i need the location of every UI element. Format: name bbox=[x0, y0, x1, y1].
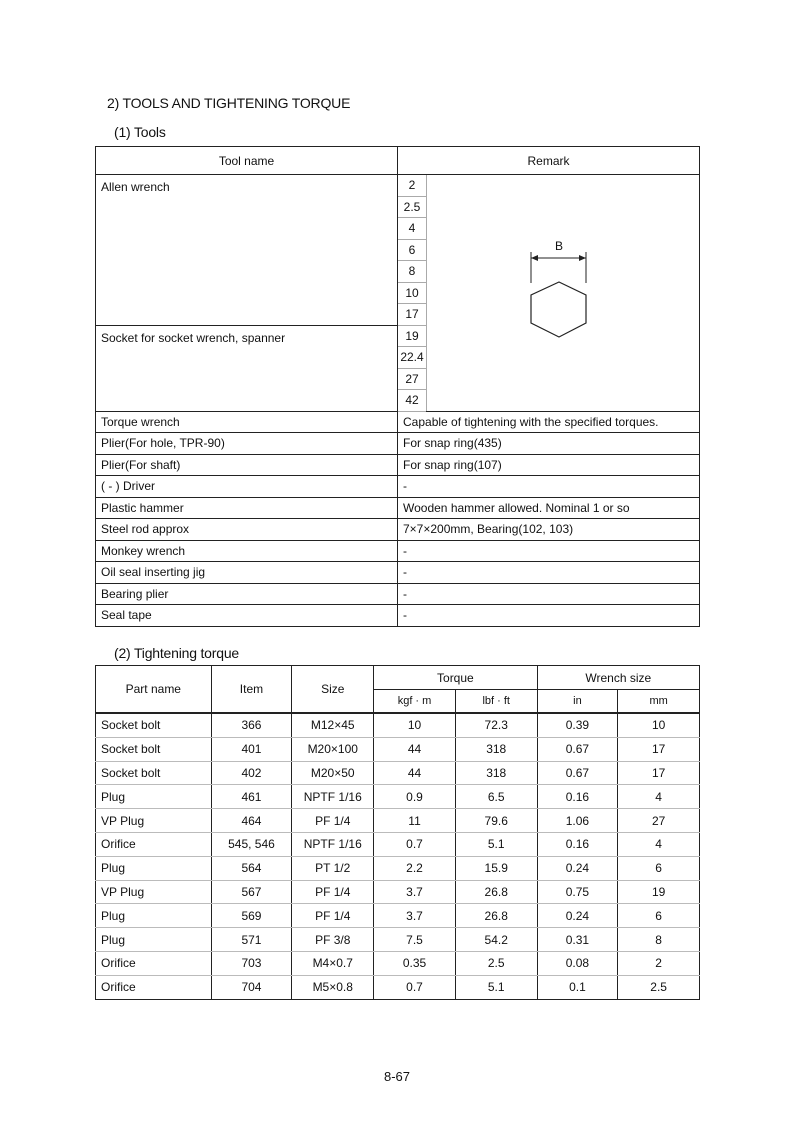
cell-torque-kgf: 7.5 bbox=[374, 928, 456, 952]
cell-item-number: 704 bbox=[211, 975, 292, 999]
tool-size-value: 10 bbox=[398, 282, 427, 304]
torque-row bbox=[96, 856, 700, 880]
cell-wrench-mm: 8 bbox=[618, 928, 700, 952]
cell-part-name: Orifice bbox=[96, 951, 212, 975]
cell-wrench-mm: 2.5 bbox=[618, 975, 700, 999]
cell-torque-lbf: 79.6 bbox=[455, 809, 537, 833]
cell-wrench-mm: 4 bbox=[618, 832, 700, 856]
tool-name: ( - ) Driver bbox=[96, 476, 398, 498]
cell-torque-lbf: 318 bbox=[455, 737, 537, 761]
cell-wrench-mm: 4 bbox=[618, 785, 700, 809]
cell-wrench-mm: 2 bbox=[618, 951, 700, 975]
cell-torque-lbf: 72.3 bbox=[455, 713, 537, 737]
cell-wrench-in: 0.08 bbox=[537, 951, 618, 975]
cell-wrench-in: 0.24 bbox=[537, 856, 618, 880]
cell-part-name: Orifice bbox=[96, 832, 212, 856]
cell-torque-lbf: 15.9 bbox=[455, 856, 537, 880]
torque-row bbox=[96, 713, 700, 737]
cell-wrench-in: 0.31 bbox=[537, 928, 618, 952]
hexagon-dimension-figure bbox=[432, 178, 687, 404]
tool-name: Steel rod approx bbox=[96, 519, 398, 541]
tool-row bbox=[96, 540, 700, 562]
cell-torque-lbf: 26.8 bbox=[455, 880, 537, 904]
header-size: Size bbox=[292, 666, 374, 714]
tool-size-value: 42 bbox=[398, 390, 427, 412]
cell-item-number: 703 bbox=[211, 951, 292, 975]
tool-name: Bearing plier bbox=[96, 583, 398, 605]
tool-remark: - bbox=[398, 540, 700, 562]
cell-wrench-in: 0.1 bbox=[537, 975, 618, 999]
torque-row bbox=[96, 832, 700, 856]
cell-wrench-mm: 27 bbox=[618, 809, 700, 833]
cell-item-number: 402 bbox=[211, 761, 292, 785]
cell-wrench-in: 0.67 bbox=[537, 737, 618, 761]
tool-row bbox=[96, 411, 700, 433]
cell-torque-lbf: 318 bbox=[455, 761, 537, 785]
cell-part-name: VP Plug bbox=[96, 880, 212, 904]
cell-wrench-in: 0.16 bbox=[537, 832, 618, 856]
cell-torque-kgf: 44 bbox=[374, 737, 456, 761]
tool-row bbox=[96, 583, 700, 605]
tool-row bbox=[96, 454, 700, 476]
hexagon-figure-cell bbox=[427, 175, 700, 412]
cell-torque-lbf: 2.5 bbox=[455, 951, 537, 975]
cell-torque-kgf: 0.35 bbox=[374, 951, 456, 975]
tool-row bbox=[96, 497, 700, 519]
tool-size-value: 27 bbox=[398, 368, 427, 390]
tool-size-value: 8 bbox=[398, 261, 427, 283]
torque-row bbox=[96, 951, 700, 975]
cell-part-name: Socket bolt bbox=[96, 713, 212, 737]
tool-remark: - bbox=[398, 583, 700, 605]
header-lbf: lbf · ft bbox=[455, 690, 537, 714]
cell-torque-kgf: 0.9 bbox=[374, 785, 456, 809]
cell-size: PF 1/4 bbox=[292, 904, 374, 928]
cell-part-name: Plug bbox=[96, 904, 212, 928]
cell-torque-kgf: 0.7 bbox=[374, 832, 456, 856]
cell-torque-kgf: 44 bbox=[374, 761, 456, 785]
torque-row bbox=[96, 928, 700, 952]
cell-part-name: Orifice bbox=[96, 975, 212, 999]
cell-wrench-mm: 17 bbox=[618, 737, 700, 761]
tool-size-value: 22.4 bbox=[398, 347, 427, 369]
cell-size: M5×0.8 bbox=[292, 975, 374, 999]
tool-name: Seal tape bbox=[96, 605, 398, 627]
section-title: 2) TOOLS AND TIGHTENING TORQUE bbox=[107, 95, 351, 111]
cell-part-name: Socket bolt bbox=[96, 761, 212, 785]
tool-name-allen-wrench: Allen wrench bbox=[96, 175, 398, 326]
cell-item-number: 571 bbox=[211, 928, 292, 952]
cell-torque-kgf: 10 bbox=[374, 713, 456, 737]
cell-size: PF 3/8 bbox=[292, 928, 374, 952]
tools-title: (1) Tools bbox=[114, 124, 166, 140]
torque-row bbox=[96, 761, 700, 785]
dimension-label: B bbox=[554, 239, 564, 254]
tool-row bbox=[96, 562, 700, 584]
cell-torque-lbf: 5.1 bbox=[455, 975, 537, 999]
tool-size-value: 17 bbox=[398, 304, 427, 326]
cell-part-name: Plug bbox=[96, 785, 212, 809]
cell-item-number: 564 bbox=[211, 856, 292, 880]
cell-wrench-mm: 6 bbox=[618, 904, 700, 928]
header-part-name: Part name bbox=[96, 666, 212, 714]
header-mm: mm bbox=[618, 690, 700, 714]
cell-size: PF 1/4 bbox=[292, 880, 374, 904]
tool-name: Oil seal inserting jig bbox=[96, 562, 398, 584]
tool-size-value: 6 bbox=[398, 239, 427, 261]
tool-size-value: 4 bbox=[398, 218, 427, 240]
cell-wrench-in: 0.39 bbox=[537, 713, 618, 737]
tool-remark: For snap ring(435) bbox=[398, 433, 700, 455]
torque-row bbox=[96, 809, 700, 833]
tool-remark: - bbox=[398, 476, 700, 498]
cell-part-name: VP Plug bbox=[96, 809, 212, 833]
torque-row bbox=[96, 737, 700, 761]
cell-wrench-in: 1.06 bbox=[537, 809, 618, 833]
header-item: Item bbox=[211, 666, 292, 714]
cell-item-number: 464 bbox=[211, 809, 292, 833]
header-tool-name: Tool name bbox=[96, 147, 398, 175]
tools-table bbox=[95, 146, 700, 627]
tool-size-value: 2 bbox=[398, 175, 427, 197]
hexagon-shape bbox=[531, 282, 586, 337]
tool-remark: 7×7×200mm, Bearing(102, 103) bbox=[398, 519, 700, 541]
cell-item-number: 569 bbox=[211, 904, 292, 928]
cell-torque-kgf: 3.7 bbox=[374, 880, 456, 904]
tool-remark: Capable of tightening with the specified torques. bbox=[398, 411, 700, 433]
cell-wrench-in: 0.16 bbox=[537, 785, 618, 809]
cell-wrench-in: 0.75 bbox=[537, 880, 618, 904]
torque-row bbox=[96, 904, 700, 928]
arrow-head-right bbox=[579, 255, 586, 261]
cell-wrench-mm: 19 bbox=[618, 880, 700, 904]
tool-name: Plastic hammer bbox=[96, 497, 398, 519]
cell-item-number: 401 bbox=[211, 737, 292, 761]
header-in: in bbox=[537, 690, 618, 714]
tool-remark: - bbox=[398, 605, 700, 627]
cell-torque-kgf: 0.7 bbox=[374, 975, 456, 999]
tool-row bbox=[96, 433, 700, 455]
torque-row bbox=[96, 785, 700, 809]
cell-torque-lbf: 6.5 bbox=[455, 785, 537, 809]
cell-torque-kgf: 2.2 bbox=[374, 856, 456, 880]
tool-remark: - bbox=[398, 562, 700, 584]
cell-item-number: 567 bbox=[211, 880, 292, 904]
page-number: 8-67 bbox=[383, 1069, 411, 1084]
cell-wrench-in: 0.67 bbox=[537, 761, 618, 785]
tool-row bbox=[96, 605, 700, 627]
arrow-head-left bbox=[531, 255, 538, 261]
tool-remark: For snap ring(107) bbox=[398, 454, 700, 476]
torque-row bbox=[96, 975, 700, 999]
cell-size: M20×50 bbox=[292, 761, 374, 785]
cell-item-number: 545, 546 bbox=[211, 832, 292, 856]
torque-title: (2) Tightening torque bbox=[114, 645, 239, 661]
tool-row bbox=[96, 519, 700, 541]
cell-torque-kgf: 3.7 bbox=[374, 904, 456, 928]
header-torque: Torque bbox=[374, 666, 537, 690]
cell-size: PT 1/2 bbox=[292, 856, 374, 880]
tool-name-socket: Socket for socket wrench, spanner bbox=[96, 325, 398, 411]
tool-name: Monkey wrench bbox=[96, 540, 398, 562]
header-remark: Remark bbox=[398, 147, 700, 175]
cell-torque-kgf: 11 bbox=[374, 809, 456, 833]
tool-row bbox=[96, 476, 700, 498]
tool-name: Plier(For hole, TPR-90) bbox=[96, 433, 398, 455]
cell-size: NPTF 1/16 bbox=[292, 832, 374, 856]
cell-part-name: Plug bbox=[96, 856, 212, 880]
torque-table bbox=[95, 665, 700, 1000]
cell-size: PF 1/4 bbox=[292, 809, 374, 833]
cell-item-number: 366 bbox=[211, 713, 292, 737]
header-wrench-size: Wrench size bbox=[537, 666, 699, 690]
cell-wrench-mm: 6 bbox=[618, 856, 700, 880]
cell-wrench-mm: 17 bbox=[618, 761, 700, 785]
cell-size: M4×0.7 bbox=[292, 951, 374, 975]
tool-size-value: 19 bbox=[398, 325, 427, 347]
cell-size: NPTF 1/16 bbox=[292, 785, 374, 809]
cell-part-name: Socket bolt bbox=[96, 737, 212, 761]
cell-size: M12×45 bbox=[292, 713, 374, 737]
header-kgf: kgf · m bbox=[374, 690, 456, 714]
cell-torque-lbf: 54.2 bbox=[455, 928, 537, 952]
tool-size-row bbox=[96, 175, 700, 197]
tool-name: Plier(For shaft) bbox=[96, 454, 398, 476]
cell-part-name: Plug bbox=[96, 928, 212, 952]
tool-remark: Wooden hammer allowed. Nominal 1 or so bbox=[398, 497, 700, 519]
cell-torque-lbf: 26.8 bbox=[455, 904, 537, 928]
tool-size-value: 2.5 bbox=[398, 196, 427, 218]
cell-item-number: 461 bbox=[211, 785, 292, 809]
torque-row bbox=[96, 880, 700, 904]
cell-wrench-in: 0.24 bbox=[537, 904, 618, 928]
cell-torque-lbf: 5.1 bbox=[455, 832, 537, 856]
cell-size: M20×100 bbox=[292, 737, 374, 761]
tool-name: Torque wrench bbox=[96, 411, 398, 433]
cell-wrench-mm: 10 bbox=[618, 713, 700, 737]
